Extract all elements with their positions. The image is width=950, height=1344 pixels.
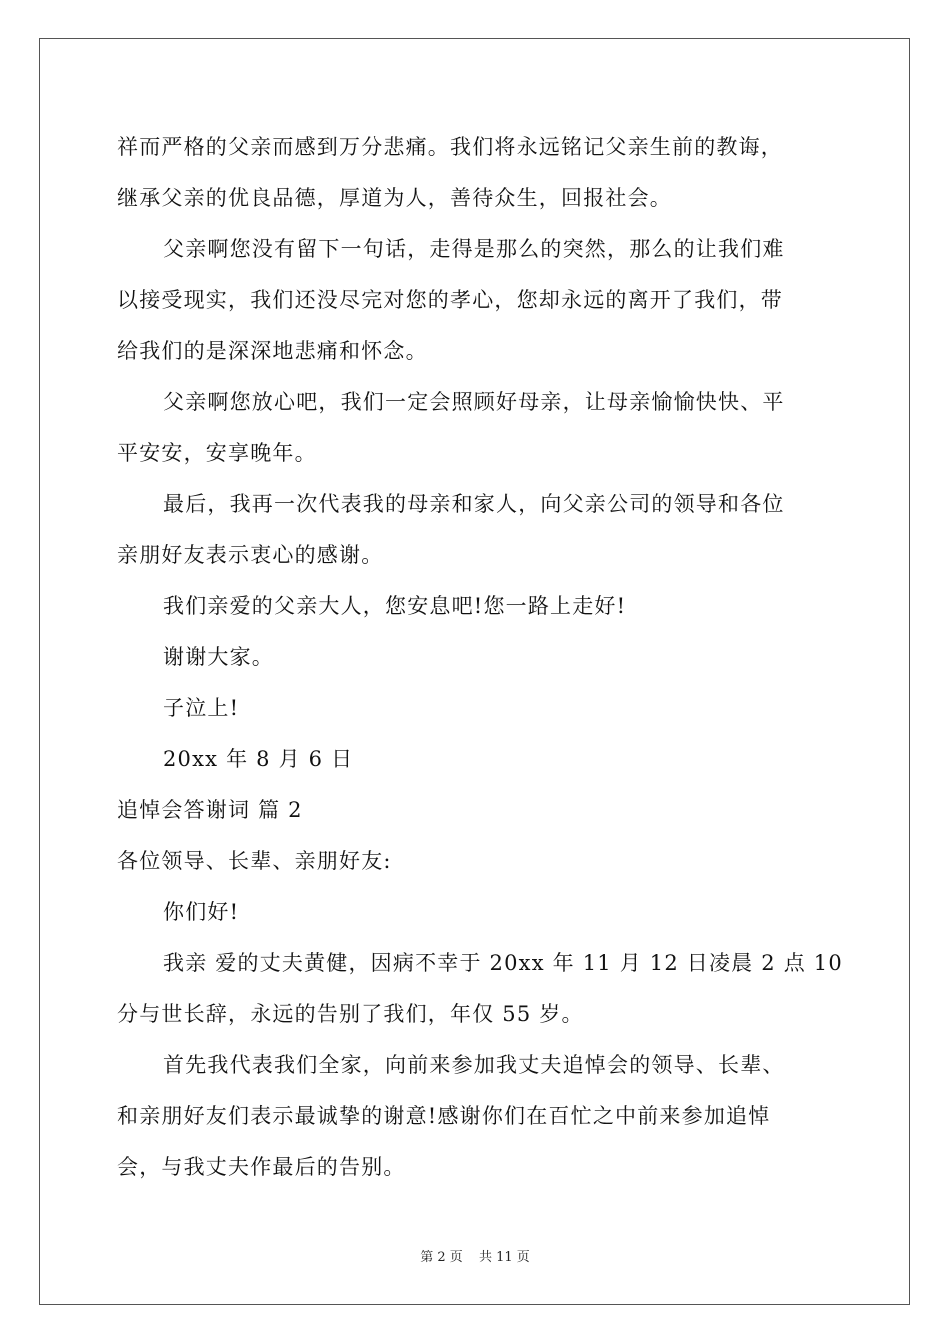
- text-line: 首先我代表我们全家，向前来参加我丈夫追悼会的领导、长辈、: [163, 1053, 785, 1077]
- text-line: 最后，我再一次代表我的母亲和家人，向父亲公司的领导和各位: [163, 492, 785, 516]
- date-line: 20xx 年 8 月 6 日: [163, 747, 354, 771]
- text-line: 你们好!: [163, 900, 240, 924]
- text-line: 继承父亲的优良品德，厚道为人，善待众生，回报社会。: [117, 186, 672, 210]
- text-line: 谢谢大家。: [163, 645, 274, 669]
- text-line: 平安安，安享晚年。: [117, 441, 317, 465]
- text-line: 祥而严格的父亲而感到万分悲痛。我们将永远铭记父亲生前的教诲，: [117, 135, 783, 159]
- text-line: 和亲朋好友们表示最诚挚的谢意!感谢你们在百忙之中前来参加追悼: [117, 1104, 771, 1128]
- page-total: 共 11 页: [478, 1250, 530, 1265]
- document-body: [117, 122, 843, 1193]
- text-line: 我亲 爱的丈夫黄健，因病不幸于 20xx 年 11 月 12 日凌晨 2 点 10: [163, 951, 843, 975]
- text-line: 以接受现实，我们还没尽完对您的孝心，您却永远的离开了我们，带: [117, 288, 783, 312]
- text-line: 我们亲爱的父亲大人，您安息吧!您一路上走好!: [163, 594, 627, 618]
- page-number: 第 2 页: [420, 1250, 463, 1265]
- section-heading: 追悼会答谢词 篇 2: [117, 798, 303, 822]
- text-line: 给我们的是深深地悲痛和怀念。: [117, 339, 428, 363]
- text-line: 亲朋好友表示衷心的感谢。: [117, 543, 384, 567]
- salutation: 各位领导、长辈、亲朋好友:: [117, 849, 392, 873]
- page-footer: [0, 1246, 950, 1265]
- text-line: 父亲啊您放心吧，我们一定会照顾好母亲，让母亲愉愉快快、平: [163, 390, 785, 414]
- text-line: 子泣上!: [163, 696, 240, 720]
- text-line: 分与世长辞，永远的告别了我们，年仅 55 岁。: [117, 1002, 584, 1026]
- text-line: 会，与我丈夫作最后的告别。: [117, 1155, 406, 1179]
- text-line: 父亲啊您没有留下一句话，走得是那么的突然，那么的让我们难: [163, 237, 785, 261]
